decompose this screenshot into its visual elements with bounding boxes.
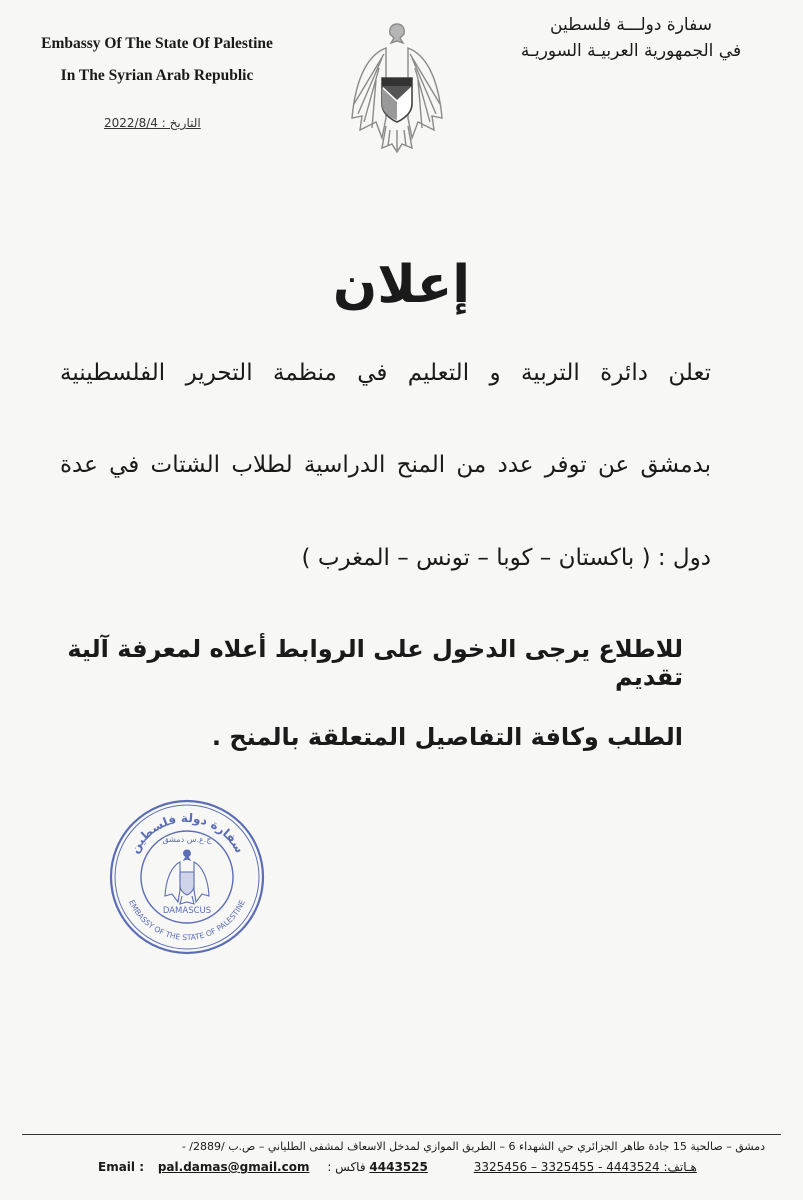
embassy-header-english [12,28,302,92]
fax-number: 4443525 [369,1160,428,1174]
embassy-header-arabic [471,12,791,64]
footer-divider [22,1134,781,1135]
stamp-arabic-text: سفارة دولة فلسطين [127,810,247,856]
footer-address: دمشق – صالحية 15 جادة طاهر الجزائري حي الشهداء 6 – الطريق الموازي لمدخل الاسعاف لمشفى الطلياني – ص.ب /2889/ - [181,1140,765,1153]
announcement-line-1: تعلن دائرة التربية و التعليم في منظمة التحرير الفلسطينية [60,360,711,386]
stamp-arabic-subtext: ج.ع.س دمشق [162,835,212,844]
stamp-english-text: EMBASSY OF THE STATE OF PALESTINE [127,898,247,943]
svg-text:سفارة دولة فلسطين [127,811,246,856]
phone-numbers: هـاتف: 4443524 - 3325455 – 3325456 [473,1160,697,1174]
email-link[interactable]: pal.damas@gmail.com [157,1160,310,1174]
email-label: Email : [98,1160,145,1174]
embassy-name-arabic: سفارة دولـــة فلسطين [550,15,712,35]
fax-info [327,1160,428,1174]
palestine-eagle-emblem-icon [346,18,448,154]
stamp-city: DAMASCUS [162,906,212,916]
footer-contact-line [98,1160,697,1174]
announcement-title: إعلان [332,255,471,315]
embassy-country-arabic: في الجمهورية العربيـة السوريـة [520,41,742,61]
embassy-name-english: Embassy Of The State Of Palestine [41,35,273,52]
announcement-line-3: دول : ( باكستان – كوبا – تونس – المغرب ) [301,545,711,571]
announcement-line-2: بدمشق عن توفر عدد من المنح الدراسية لطلاب الشتات في عدة [60,452,711,478]
announcement-line-5: الطلب وكافة التفاصيل المتعلقة بالمنح . [211,723,683,751]
embassy-stamp-icon [108,798,266,956]
fax-label: فاكس : [327,1160,366,1174]
announcement-line-4: للاطلاع يرجى الدخول على الروابط أعلاه لمعرفة آلية تقديم [67,635,683,691]
embassy-country-english: In The Syrian Arab Republic [60,67,254,84]
document-date: التاريخ : 2022/8/4 [104,116,201,130]
